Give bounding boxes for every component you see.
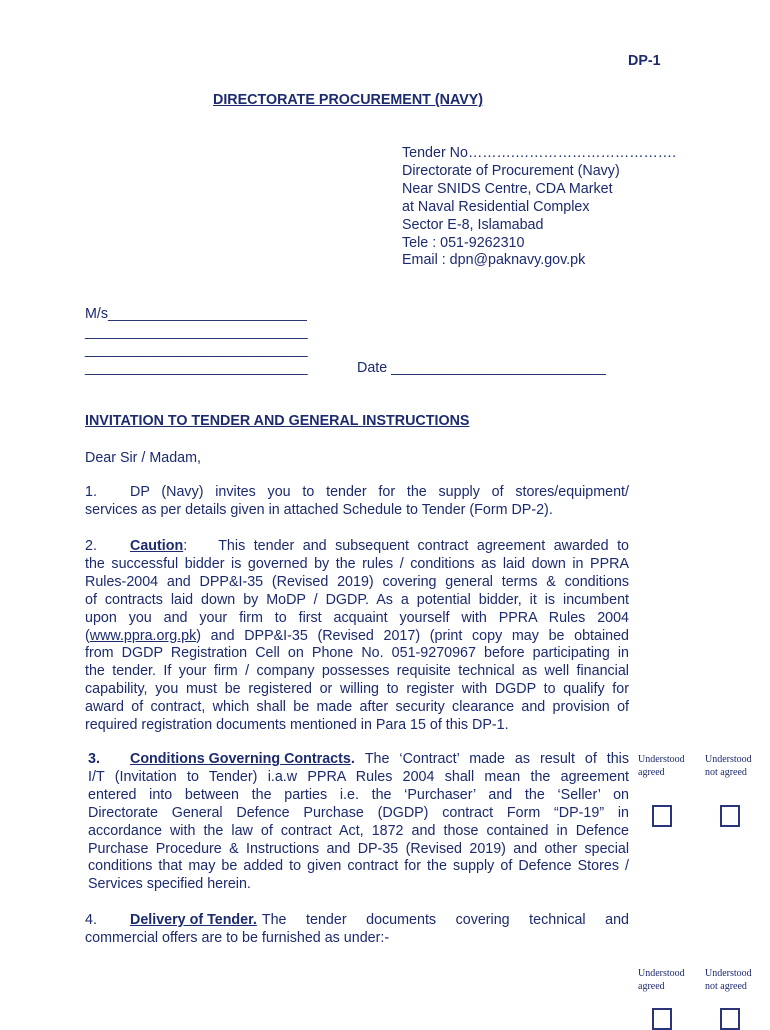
para-text-line: of contracts laid down by MoDP / DGDP. As a potential bidder, it is incumbent (85, 591, 629, 608)
para-text-line: upon you and your firm to first acquaint yourself with PPRA Rules 2004 (85, 609, 629, 626)
para-text-line: Directorate General Defence Purchase (DGDP) contract Form “DP-19” in (88, 804, 629, 821)
addressee-block (85, 306, 308, 378)
email-line: Email : dpn@paknavy.gov.pk (402, 252, 586, 269)
para3-agreed-checkbox[interactable] (652, 805, 672, 827)
addressee-field-line[interactable]: ____________________________ (85, 341, 308, 358)
section-title: INVITATION TO TENDER AND GENERAL INSTRUCTIONS (85, 413, 470, 429)
para-text-line: capability, you must be registered or willing to register with DGDP to qualify for (85, 681, 629, 698)
para-text-line: services as per details given in attached Schedule to Tender (Form DP-2). (85, 501, 553, 518)
para-text-line: entered into between the parties i.e. the ‘Purchaser’ and the ‘Seller’ on (88, 786, 629, 803)
para-text-line: The ‘Contract’ made as result of this (364, 751, 629, 767)
para-title: Delivery of Tender. (130, 912, 257, 928)
addressee-field-line[interactable]: ____________________________ (85, 359, 308, 376)
para-text-line: award of contract, which shall be made after security clearance and provision of (85, 699, 629, 716)
para-number: 2. (85, 538, 97, 554)
ms-field[interactable]: M/s_________________________ (85, 306, 307, 322)
para3-not-agreed-checkbox[interactable] (720, 805, 740, 827)
understood-agreed-label: Understood agreed (638, 968, 685, 992)
paragraph-1 (85, 484, 629, 520)
para-title: Caution (130, 538, 184, 554)
page-heading: DIRECTORATE PROCUREMENT (NAVY) (213, 92, 484, 108)
date-field[interactable]: Date ___________________________ (357, 360, 606, 376)
para-text-line: from DGDP Registration Cell on Phone No. 051-9270967 before participating in (85, 645, 629, 662)
para-number: 1. (85, 484, 97, 500)
address-line: Near SNIDS Centre, CDA Market (402, 180, 613, 197)
paragraph-2: 2. Caution : This tender and subsequent contract agreement awarded to the successful bidder is governed by the rules / conditions as laid down in PPRA Rules-2004 and DPP&I-35 (Revised 2019) covering general terms & conditions of contracts laid down by MoDP / DGDP. As a potential bidder, it is incumbent upon you and your firm to first acquaint yourself with PPRA Rules 2004 ( www.ppra.org.pk ) and DPP&I-35 (Revised 2017) (print copy may be obtained from DGDP Registration Cell on Phone No. 051-9270967 before participating in the tender. If your firm / company possesses requisite technical as well financial capability, you must be registered or willing to register with DGDP to qualify for award of contract, which shall be made after security clearance and provision of required registration documents mentioned in Para 15 of this DP-1. (85, 538, 629, 734)
paragraph-3: 3. Conditions Governing Contracts . The ‘Contract’ made as result of this I/T (Invitation to Tender) i.a.w PPRA Rules 2004 shall mean the agreement entered into between the parties i.e. the ‘Purchaser’ and the ‘Seller’ on Directorate General Defence Purchase (DGDP) contract Form “DP-19” in accordance with the law of contract Act, 1872 and those contained in Defence Purchase Procedure & Instructions and DP-35 (Revised 2019) and other special conditions that may be added to given contract for the supply of Defence Stores / Services specified herein. (88, 751, 629, 893)
para-text-line: the successful bidder is governed by the rules / conditions as laid down in PPRA (85, 555, 629, 572)
para-text-line: Services specified herein. (88, 876, 251, 893)
para-text-line: DP (Navy) invites you to tender for the supply of stores/equipment/ (130, 484, 629, 500)
understood-not-agreed-label: Understood not agreed (705, 968, 752, 992)
para-text-line: required registration documents mentioned in Para 15 of this DP-1. (85, 717, 509, 734)
paragraph-4 (85, 912, 629, 948)
salutation: Dear Sir / Madam, (85, 450, 201, 466)
para-text-line: conditions that may be added to given contract for the supply of Defence Stores / (88, 858, 629, 875)
understood-agreed-label: Understood agreed (638, 754, 685, 778)
para4-agreed-checkbox[interactable] (652, 1008, 672, 1030)
address-block (402, 145, 676, 270)
para-text-line: the tender. If your firm / company possesses requisite technical as well financial (85, 663, 629, 680)
para4-not-agreed-checkbox[interactable] (720, 1008, 740, 1030)
para-title: Conditions Governing Contracts (130, 751, 351, 767)
phone-line: Tele : 051-9262310 (402, 234, 525, 251)
addressee-field-line[interactable]: ____________________________ (85, 323, 308, 340)
ppra-link[interactable]: www.ppra.org.pk (89, 627, 197, 644)
para-text-line: Purchase Procedure & Instructions and DP-35 (Revised 2019) and other special (88, 840, 629, 857)
para-number: 4. (85, 912, 97, 928)
address-line: at Naval Residential Complex (402, 198, 590, 215)
tender-no-line: Tender No……….……………………………. (402, 145, 677, 161)
address-line: Directorate of Procurement (Navy) (402, 162, 620, 179)
document-code: DP-1 (628, 53, 661, 69)
para-number: 3. (88, 751, 100, 767)
para-text-line: accordance with the law of contract Act, 1872 and those contained in Defence (88, 822, 629, 839)
address-line: Sector E-8, Islamabad (402, 216, 544, 233)
para-text-line: This tender and subsequent contract agreement awarded to (218, 538, 629, 554)
para-text-line: commercial offers are to be furnished as under:- (85, 929, 390, 946)
para-text-line: Rules-2004 and DPP&I-35 (Revised 2019) covering general terms & conditions (85, 573, 629, 590)
understood-not-agreed-label: Understood not agreed (705, 754, 752, 778)
para-text-line: The tender documents covering technical and (261, 912, 629, 928)
para-text-line: I/T (Invitation to Tender) i.a.w PPRA Rules 2004 shall mean the agreement (88, 768, 629, 785)
para-text-line: ) and DPP&I-35 (Revised 2017) (print copy may be obtained (196, 627, 629, 644)
